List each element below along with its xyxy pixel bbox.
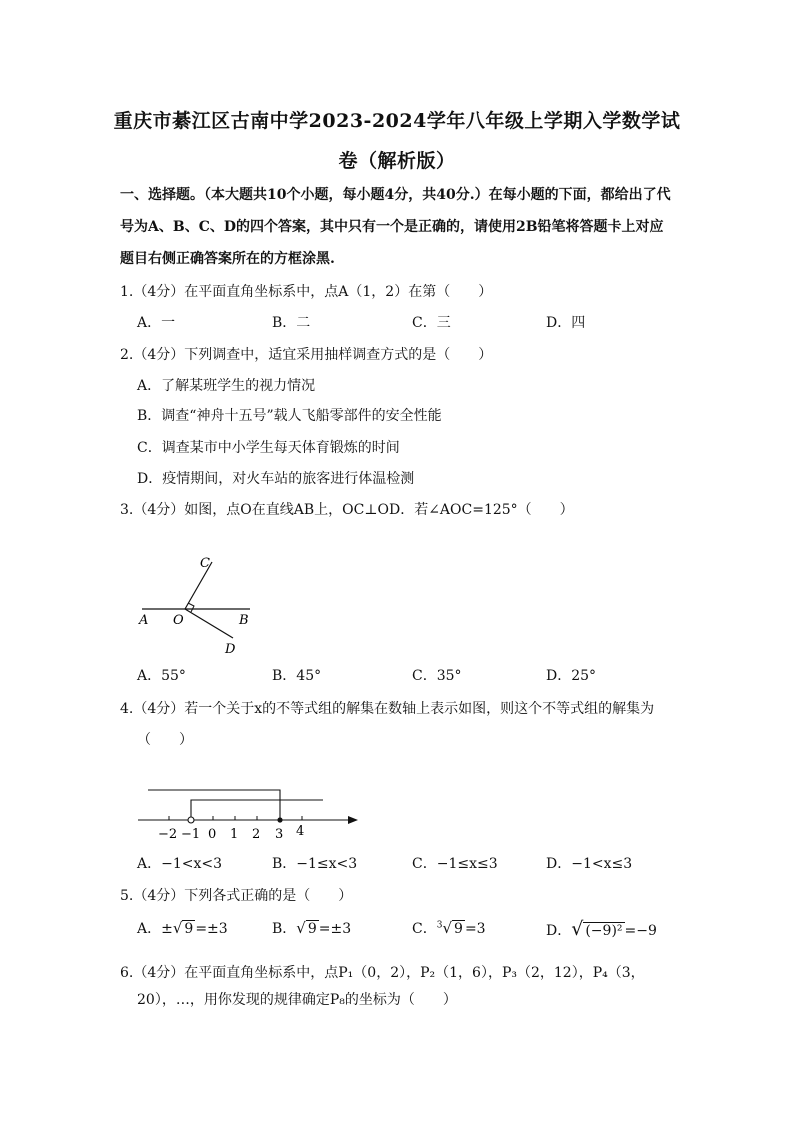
question-1-option-c: C．三 xyxy=(412,315,451,331)
ray-od xyxy=(185,609,233,638)
question-4-option-c: C．−1≤x≤3 xyxy=(412,856,498,872)
open-circle-minus-1 xyxy=(188,817,194,823)
question-3-option-d: D．25° xyxy=(546,668,597,684)
question-3-option-c: C．35° xyxy=(412,668,462,684)
question-2-option-a: A．了解某班学生的视力情况 xyxy=(137,378,316,394)
section-1-line-3: 题目右侧正确答案所在的方框涂黑. xyxy=(120,251,335,267)
question-1-option-a: A．一 xyxy=(137,315,176,331)
option-d-suffix: =−9 xyxy=(624,923,657,939)
question-5-option-a xyxy=(137,918,228,938)
tick-labels xyxy=(158,824,304,842)
question-1-stem: 1.（4分）在平面直角坐标系中，点A（1，2）在第（ ） xyxy=(120,284,493,300)
label-o: O xyxy=(173,613,184,628)
question-5-stem: 5.（4分）下列各式正确的是（ ） xyxy=(120,888,353,904)
option-c-suffix: =3 xyxy=(464,921,486,937)
question-5-option-b xyxy=(272,918,351,938)
title-line-1: 重庆市綦江区古南中学2023-2024学年八年级上学期入学数学试 xyxy=(113,110,681,132)
tick-label: 4 xyxy=(296,824,305,839)
question-3-option-a: A．55° xyxy=(137,668,186,684)
tick-label: 1 xyxy=(230,827,239,842)
radical-sign: √ xyxy=(172,919,183,937)
radicand: 9 xyxy=(307,921,317,937)
radicand: (−9)² xyxy=(585,923,623,939)
option-c-prefix: C． xyxy=(412,921,437,937)
radical-sign: √ xyxy=(296,919,306,937)
option-b-suffix: =±3 xyxy=(318,921,352,937)
option-d-prefix: D． xyxy=(546,923,572,939)
radicand: 9 xyxy=(454,921,463,937)
option-a-suffix: =±3 xyxy=(195,921,228,937)
question-3-option-b: B．45° xyxy=(272,668,322,684)
radical-sign: √ xyxy=(442,919,453,937)
question-5-option-d xyxy=(546,918,657,940)
option-b-prefix: B． xyxy=(272,921,297,937)
radicand: 9 xyxy=(184,921,194,937)
tick-label: −1 xyxy=(181,827,201,842)
question-2-option-c: C．调查某市中小学生每天体育锻炼的时间 xyxy=(137,440,400,456)
question-6-stem-line-1: 6.（4分）在平面直角坐标系中，点P₁（0，2），P₂（1，6），P₃（2，12），P₄（3， xyxy=(120,965,645,981)
question-2-stem: 2.（4分）下列调查中，适宜采用抽样调查方式的是（ ） xyxy=(120,347,493,363)
question-2-option-b: B．调查“神舟十五号”载人飞船零部件的安全性能 xyxy=(137,408,442,424)
radical-sign: √ xyxy=(571,918,584,940)
question-4-stem-line-2: （ ） xyxy=(137,732,193,748)
right-angle-mark xyxy=(188,603,194,612)
root-index: 3 xyxy=(436,920,443,931)
tick-label: 0 xyxy=(208,827,217,842)
angle-figure xyxy=(130,548,270,658)
label-d: D xyxy=(225,642,236,657)
question-4-option-d: D．−1<x≤3 xyxy=(546,856,633,872)
question-5-option-c xyxy=(412,918,486,938)
title-line-2: 卷（解析版） xyxy=(338,150,456,172)
solid-dot-3 xyxy=(277,817,282,822)
tick-label: 3 xyxy=(275,827,284,842)
tick-label: −2 xyxy=(158,827,178,842)
upper-bracket xyxy=(148,790,280,820)
number-line-figure xyxy=(130,780,370,845)
label-a: A xyxy=(139,613,149,628)
question-1-option-d: D．四 xyxy=(546,315,586,331)
question-6-stem-line-2: 20），…，用你发现的规律确定P₈的坐标为（ ） xyxy=(137,992,457,1008)
section-1-line-1: 一、选择题。（本大题共10个小题，每小题4分，共40分.）在每小题的下面，都给出了代 xyxy=(120,187,671,203)
question-1-option-b: B．二 xyxy=(272,315,311,331)
label-c: C xyxy=(200,556,210,571)
question-3-stem: 3.（4分）如图，点O在直线AB上，OC⊥OD．若∠AOC=125°（ ） xyxy=(120,502,574,518)
tick-label: 2 xyxy=(252,827,261,842)
question-4-stem-line-1: 4.（4分）若一个关于x的不等式组的解集在数轴上表示如图，则这个不等式组的解集为 xyxy=(120,701,655,717)
question-4-option-a: A．−1<x<3 xyxy=(137,856,223,872)
question-2-option-d: D．疫情期间，对火车站的旅客进行体温检测 xyxy=(137,471,415,487)
question-4-option-b: B．−1≤x<3 xyxy=(272,856,358,872)
section-1-line-2: 号为A、B、C、D的四个答案，其中只有一个是正确的，请使用2B铅笔将答题卡上对应 xyxy=(120,219,664,235)
option-a-prefix: A．± xyxy=(137,921,173,937)
label-b: B xyxy=(239,613,249,628)
axis-arrow xyxy=(348,816,358,824)
